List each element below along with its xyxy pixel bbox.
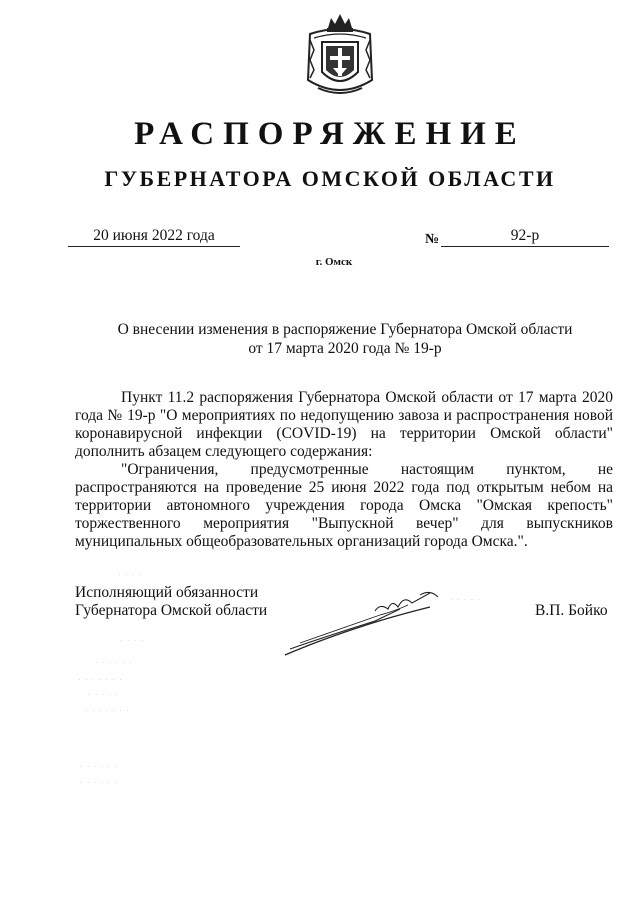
scan-artifact: · · · · ·	[450, 595, 482, 604]
handwritten-signature	[280, 585, 450, 660]
scan-artifact: · · · · · ·	[80, 778, 119, 787]
document-date: 20 июня 2022 года	[68, 227, 240, 247]
paragraph-2: "Ограничения, предусмотренные настоящим пунктом, не распространяются на проведение 25 июня 2022 года под открытым небом на территории автономного учреждения города Омска "Омская крепость" торжественного мероприятия "Выпускной вечер" для выпускников муниципальных общеобразовательных организаций города Омска.".	[75, 461, 613, 550]
number-label: №	[425, 232, 440, 247]
document-title: РАСПОРЯЖЕНИЕ	[134, 116, 526, 152]
heading-line-1: О внесении изменения в распоряжение Губернатора Омской области	[117, 321, 573, 338]
document-body	[75, 389, 613, 551]
scan-artifact: · · · · · ·	[95, 658, 134, 667]
signer-position-line-1: Исполняющий обязанности	[75, 584, 259, 601]
scan-artifact: · · · · · · ·	[85, 706, 130, 715]
document-heading	[90, 320, 600, 358]
signer-position	[75, 584, 267, 620]
scan-artifact: · · · ·	[118, 570, 143, 579]
scan-artifact: · · · · ·	[88, 690, 120, 699]
scan-artifact: · · · · · ·	[80, 762, 119, 771]
scan-artifact: · · · · · · ·	[78, 675, 123, 684]
coat-of-arms-icon	[300, 10, 380, 102]
signer-position-line-2: Губернатора Омской области	[75, 602, 268, 619]
document-city: г. Омск	[315, 256, 353, 268]
heading-line-2: от 17 марта 2020 года № 19-р	[248, 340, 442, 357]
paragraph-1: Пункт 11.2 распоряжения Губернатора Омской области от 17 марта 2020 года № 19-р "О мероприятиях по недопущению завоза и распространения новой коронавирусной инфекции (COVID-19) на территории Омской области" дополнить абзацем следующего содержания:	[75, 389, 613, 460]
document-number: 92-р	[441, 227, 609, 247]
scan-artifact: · · · ·	[120, 636, 145, 645]
document-subtitle: ГУБЕРНАТОРА ОМСКОЙ ОБЛАСТИ	[104, 166, 556, 191]
signer-name: В.П. Бойко	[535, 602, 608, 619]
